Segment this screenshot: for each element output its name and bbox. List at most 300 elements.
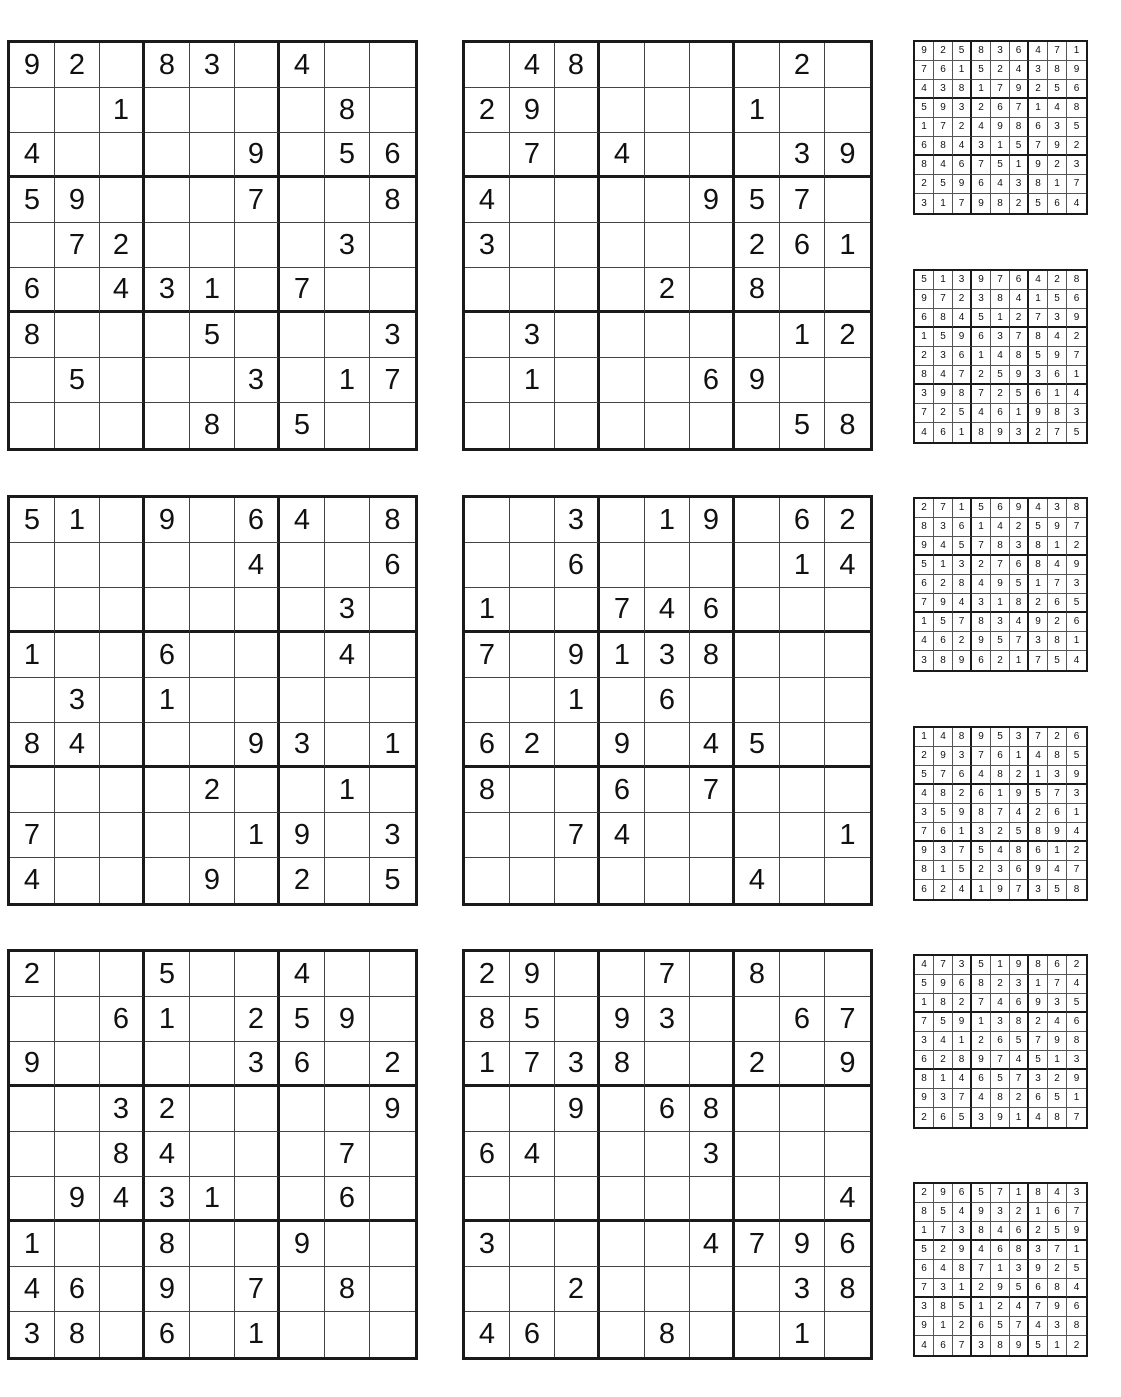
- solution-cell: 5: [991, 728, 1010, 747]
- solution-cell: 3: [1029, 1070, 1048, 1089]
- solution-cell: 3: [972, 1336, 991, 1355]
- solution-cell: 4: [1067, 385, 1086, 404]
- solution-cell: 7: [953, 1089, 972, 1108]
- sudoku-cell: 2: [190, 768, 235, 813]
- solution-cell: 5: [991, 1317, 1010, 1336]
- sudoku-cell: [145, 858, 190, 903]
- sudoku-cell: [510, 633, 555, 678]
- sudoku-cell: [100, 858, 145, 903]
- solution-cell: 4: [1073, 654, 1080, 666]
- sudoku-cell: 6: [325, 1177, 370, 1222]
- solution-cell: 7: [934, 118, 953, 137]
- solution-cell: 3: [972, 823, 991, 842]
- sudoku-cell: 4: [145, 1132, 190, 1177]
- solution-cell: 2: [972, 1032, 991, 1051]
- sudoku-cell: 2: [825, 313, 870, 358]
- solution-cell: 1: [915, 1222, 934, 1241]
- sudoku-cell: 6: [370, 133, 415, 178]
- sudoku-cell: 8: [190, 403, 235, 448]
- sudoku-cell: [10, 768, 55, 813]
- solution-cell: 9: [934, 747, 953, 766]
- sudoku-cell: [600, 543, 645, 588]
- solution-cell: 8: [1010, 842, 1029, 861]
- solution-cell: 1: [1010, 1108, 1029, 1127]
- solution-cell: 5: [972, 499, 991, 518]
- sudoku-cell: 9: [280, 813, 325, 858]
- solution-cell: 2: [915, 499, 934, 518]
- sudoku-cell: 4: [10, 133, 55, 178]
- sudoku-cell: 9: [825, 1042, 870, 1087]
- solution-cell: 7: [1048, 785, 1067, 804]
- solution-cell: 3: [934, 347, 953, 366]
- sudoku-cell: [465, 1087, 510, 1132]
- sudoku-cell: [145, 723, 190, 768]
- sudoku-cell: 4: [645, 588, 690, 633]
- solution-cell: 8: [972, 975, 991, 994]
- solution-cell: 8: [1029, 537, 1048, 556]
- sudoku-cell: 1: [190, 1177, 235, 1222]
- solution-cell: 5: [1029, 347, 1048, 366]
- solution-cell: 6: [915, 1260, 934, 1279]
- solution-cell: 8: [1073, 883, 1080, 895]
- sudoku-cell: 7: [555, 813, 600, 858]
- sudoku-cell: [280, 178, 325, 223]
- sudoku-cell: [145, 403, 190, 448]
- solution-cell: 5: [1067, 118, 1086, 137]
- solution-cell: 7: [1010, 1317, 1029, 1336]
- solution-cell: 2: [934, 404, 953, 423]
- solution-cell: 1: [1048, 175, 1067, 194]
- sudoku-cell: [735, 133, 780, 178]
- sudoku-cell: [735, 313, 780, 358]
- sudoku-cell: [555, 1132, 600, 1177]
- solution-cell: 5: [1029, 518, 1048, 537]
- sudoku-cell: [10, 997, 55, 1042]
- solution-cell: 7: [1029, 728, 1048, 747]
- solution-cell: 4: [1010, 1051, 1029, 1070]
- sudoku-cell: 4: [100, 268, 145, 313]
- solution-cell: 2: [934, 880, 953, 899]
- solution-cell: 6: [1067, 1013, 1086, 1032]
- solution-cell: 3: [934, 80, 953, 99]
- sudoku-cell: [645, 178, 690, 223]
- sudoku-cell: 7: [645, 952, 690, 997]
- sudoku-cell: [465, 678, 510, 723]
- sudoku-cell: [55, 813, 100, 858]
- sudoku-cell: [145, 813, 190, 858]
- sudoku-cell: 9: [510, 88, 555, 133]
- solution-cell: 4: [972, 404, 991, 423]
- solution-cell: 9: [1067, 61, 1086, 80]
- sudoku-cell: [235, 858, 280, 903]
- sudoku-cell: 7: [235, 1267, 280, 1312]
- sudoku-cell: 1: [510, 358, 555, 403]
- sudoku-cell: [280, 1132, 325, 1177]
- solution-cell: 1: [1029, 1203, 1048, 1222]
- sudoku-cell: [690, 88, 735, 133]
- solution-cell: 6: [1067, 290, 1086, 309]
- solution-cell: 5: [972, 1184, 991, 1203]
- solution-cell: 3: [953, 99, 972, 118]
- sudoku-cell: [100, 1042, 145, 1087]
- sudoku-cell: 6: [780, 498, 825, 543]
- solution-cell: 5: [1010, 1279, 1029, 1298]
- solution-cell: 2: [934, 42, 953, 61]
- solution-cell: 1: [991, 594, 1010, 613]
- sudoku-cell: [780, 1132, 825, 1177]
- solution-cell: 7: [934, 956, 953, 975]
- sudoku-cell: [735, 588, 780, 633]
- solution-cell: 6: [972, 328, 991, 347]
- solution-cell: 6: [1010, 861, 1029, 880]
- solution-cell: 1: [934, 194, 953, 213]
- sudoku-cell: [55, 952, 100, 997]
- sudoku-cell: [370, 268, 415, 313]
- solution-cell: 3: [1010, 423, 1029, 442]
- solution-cell: 3: [915, 385, 934, 404]
- solution-cell: 2: [1010, 1203, 1029, 1222]
- sudoku-cell: 3: [780, 1267, 825, 1312]
- sudoku-cell: 6: [645, 678, 690, 723]
- solution-cell: 3: [1029, 61, 1048, 80]
- sudoku-cell: [55, 1222, 100, 1267]
- sudoku-cell: [190, 358, 235, 403]
- solution-cell: 1: [1067, 42, 1086, 61]
- solution-cell: 3: [1067, 575, 1086, 594]
- solution-cell: 6: [1010, 1222, 1029, 1241]
- sudoku-cell: [465, 813, 510, 858]
- sudoku-cell: 7: [370, 358, 415, 403]
- solution-cell: 7: [1029, 651, 1048, 670]
- sudoku-cell: [100, 1267, 145, 1312]
- solution-cell: 2: [915, 1108, 934, 1127]
- solution-cell: 5: [953, 1298, 972, 1317]
- sudoku-cell: 2: [735, 1042, 780, 1087]
- sudoku-cell: [55, 1042, 100, 1087]
- sudoku-cell: [600, 268, 645, 313]
- solution-cell: 6: [972, 175, 991, 194]
- sudoku-cell: [555, 858, 600, 903]
- solution-cell: 3: [1029, 632, 1048, 651]
- sudoku-cell: 3: [55, 678, 100, 723]
- solution-cell: 4: [1048, 1013, 1067, 1032]
- sudoku-cell: [100, 403, 145, 448]
- sudoku-cell: [510, 858, 555, 903]
- solution-cell: 6: [1029, 385, 1048, 404]
- solution-cell: 3: [1067, 785, 1086, 804]
- solution-cell: 6: [991, 99, 1010, 118]
- solution-cell: 5: [972, 61, 991, 80]
- sudoku-cell: 8: [100, 1132, 145, 1177]
- solution-cell: 1: [1029, 99, 1048, 118]
- solution-cell: 4: [991, 842, 1010, 861]
- sudoku-cell: [825, 678, 870, 723]
- sudoku-cell: 2: [510, 723, 555, 768]
- sudoku-cell: 9: [370, 1087, 415, 1132]
- solution-cell: 6: [1048, 594, 1067, 613]
- sudoku-cell: 8: [465, 768, 510, 813]
- solution-cell: 1: [972, 80, 991, 99]
- sudoku-cell: [280, 1087, 325, 1132]
- sudoku-cell: [100, 813, 145, 858]
- sudoku-cell: [645, 1267, 690, 1312]
- solution-cell: 8: [934, 137, 953, 156]
- sudoku-cell: [325, 678, 370, 723]
- solution-cell: 4: [1010, 61, 1029, 80]
- sudoku-cell: [190, 498, 235, 543]
- solution-cell: 1: [953, 499, 972, 518]
- sudoku-cell: 4: [465, 1312, 510, 1357]
- sudoku-cell: [280, 543, 325, 588]
- sudoku-cell: 2: [555, 1267, 600, 1312]
- solution-cell: 6: [1029, 1089, 1048, 1108]
- solution-cell: 8: [1010, 347, 1029, 366]
- solution-cell: 4: [972, 766, 991, 785]
- solution-cell: 8: [991, 537, 1010, 556]
- solution-cell: 9: [972, 1051, 991, 1070]
- solution-cell: 1: [1010, 404, 1029, 423]
- solution-cell: 9: [1029, 994, 1048, 1013]
- sudoku-cell: [235, 678, 280, 723]
- solution-cell: 8: [1029, 328, 1048, 347]
- solution-cell: 8: [1048, 747, 1067, 766]
- solution-cell: 8: [972, 42, 991, 61]
- solution-cell: 9: [1067, 1222, 1086, 1241]
- sudoku-cell: 3: [325, 588, 370, 633]
- solution-cell: 9: [991, 118, 1010, 137]
- sudoku-cell: [645, 358, 690, 403]
- solution-cell: 7: [934, 766, 953, 785]
- solution-cell: 8: [991, 766, 1010, 785]
- sudoku-cell: [280, 1177, 325, 1222]
- sudoku-cell: [735, 403, 780, 448]
- solution-cell: 2: [915, 175, 934, 194]
- sudoku-cell: [55, 1132, 100, 1177]
- solution-cell: 6: [972, 1070, 991, 1089]
- solution-cell: 2: [1067, 328, 1086, 347]
- solution-cell: 1: [934, 1317, 953, 1336]
- solution-cell: 3: [1029, 366, 1048, 385]
- sudoku-cell: [190, 543, 235, 588]
- solution-cell: 3: [1048, 499, 1067, 518]
- sudoku-cell: 1: [145, 678, 190, 723]
- sudoku-cell: [10, 1177, 55, 1222]
- sudoku-cell: [690, 133, 735, 178]
- solution-cell: 2: [1010, 194, 1029, 213]
- solution-cell: 7: [972, 156, 991, 175]
- sudoku-cell: [645, 88, 690, 133]
- sudoku-cell: 4: [100, 1177, 145, 1222]
- solution-cell: 4: [953, 880, 972, 899]
- sudoku-cell: 9: [690, 178, 735, 223]
- solution-cell: 7: [934, 1222, 953, 1241]
- sudoku-cell: 1: [325, 768, 370, 813]
- sudoku-cell: 5: [780, 403, 825, 448]
- solution-cell: 5: [915, 271, 934, 290]
- solution-cell: 7: [991, 1184, 1010, 1203]
- sudoku-cell: [690, 813, 735, 858]
- sudoku-cell: 6: [10, 268, 55, 313]
- sudoku-cell: 8: [145, 1222, 190, 1267]
- sudoku-cell: [280, 1267, 325, 1312]
- sudoku-cell: 8: [555, 43, 600, 88]
- sudoku-cell: [325, 723, 370, 768]
- sudoku-cell: [510, 768, 555, 813]
- sudoku-cell: [600, 678, 645, 723]
- solution-cell: 1: [953, 61, 972, 80]
- solution-cell: 5: [1029, 194, 1048, 213]
- solution-cell: 3: [991, 1203, 1010, 1222]
- solution-cell: 7: [972, 385, 991, 404]
- sudoku-cell: [555, 723, 600, 768]
- sudoku-cell: [510, 268, 555, 313]
- solution-cell: 5: [1048, 1089, 1067, 1108]
- sudoku-cell: 8: [825, 1267, 870, 1312]
- sudoku-cell: [555, 997, 600, 1042]
- solution-cell: 1: [1010, 1184, 1029, 1203]
- sudoku-cell: [55, 633, 100, 678]
- solution-cell: 4: [953, 137, 972, 156]
- sudoku-cell: [55, 88, 100, 133]
- sudoku-cell: 4: [825, 1177, 870, 1222]
- sudoku-cell: 1: [825, 223, 870, 268]
- sudoku-cell: [325, 543, 370, 588]
- solution-cell: 6: [915, 880, 934, 899]
- solution-cell: 5: [953, 1108, 972, 1127]
- solution-cell: 7: [1010, 632, 1029, 651]
- solution-cell: 2: [1067, 842, 1086, 861]
- solution-cell: 3: [915, 1298, 934, 1317]
- sudoku-cell: 9: [10, 1042, 55, 1087]
- solution-cell: 7: [915, 61, 934, 80]
- solution-cell: 6: [1010, 271, 1029, 290]
- sudoku-cell: 4: [600, 133, 645, 178]
- solution-cell: 2: [915, 347, 934, 366]
- solution-cell: 7: [953, 1336, 972, 1355]
- sudoku-cell: [645, 813, 690, 858]
- solution-cell: 7: [1067, 1203, 1086, 1222]
- solution-cell: 2: [1073, 1339, 1080, 1351]
- sudoku-cell: 3: [465, 1222, 510, 1267]
- solution-cell: 4: [991, 347, 1010, 366]
- sudoku-cell: [190, 1042, 235, 1087]
- sudoku-cell: [235, 1132, 280, 1177]
- sudoku-cell: [55, 768, 100, 813]
- solution-cell: 2: [991, 975, 1010, 994]
- solution-cell: 4: [1010, 613, 1029, 632]
- sudoku-cell: [645, 858, 690, 903]
- solution-cell: 9: [953, 1013, 972, 1032]
- sudoku-cell: [780, 768, 825, 813]
- solution-cell: 8: [934, 785, 953, 804]
- solution-cell: 6: [1067, 728, 1086, 747]
- sudoku-cell: [600, 313, 645, 358]
- sudoku-cell: [690, 543, 735, 588]
- sudoku-cell: [190, 723, 235, 768]
- solution-cell: 2: [1029, 80, 1048, 99]
- sudoku-cell: [465, 268, 510, 313]
- solution-cell: 5: [1010, 823, 1029, 842]
- sudoku-cell: [645, 1222, 690, 1267]
- solution-cell: 1: [1048, 537, 1067, 556]
- sudoku-cell: 8: [370, 178, 415, 223]
- solution-cell: 5: [1010, 575, 1029, 594]
- solution-cell: 3: [1010, 975, 1029, 994]
- solution-cell: 7: [934, 499, 953, 518]
- sudoku-cell: 3: [235, 358, 280, 403]
- sudoku-cell: [825, 43, 870, 88]
- sudoku-cell: [55, 1087, 100, 1132]
- sudoku-cell: [370, 1312, 415, 1357]
- solution-cell: 7: [915, 1013, 934, 1032]
- sudoku-cell: [825, 268, 870, 313]
- solution-cell: 6: [972, 785, 991, 804]
- solution-cell: 3: [1010, 728, 1029, 747]
- sudoku-cell: [690, 678, 735, 723]
- sudoku-cell: 3: [645, 633, 690, 678]
- sudoku-cell: [510, 178, 555, 223]
- solution-cell: 6: [991, 747, 1010, 766]
- sudoku-cell: 8: [325, 1267, 370, 1312]
- sudoku-cell: 6: [465, 723, 510, 768]
- sudoku-cell: [600, 1222, 645, 1267]
- sudoku-cell: 9: [325, 997, 370, 1042]
- sudoku-cell: [100, 633, 145, 678]
- sudoku-cell: [690, 403, 735, 448]
- sudoku-cell: [370, 403, 415, 448]
- solution-cell: 3: [1010, 1260, 1029, 1279]
- sudoku-cell: [555, 223, 600, 268]
- sudoku-cell: 3: [370, 313, 415, 358]
- sudoku-cell: [145, 313, 190, 358]
- solution-cell: 5: [1067, 1260, 1086, 1279]
- sudoku-cell: 1: [645, 498, 690, 543]
- solution-cell: 5: [934, 613, 953, 632]
- sudoku-cell: 8: [600, 1042, 645, 1087]
- solution-cell: 3: [1067, 156, 1086, 175]
- sudoku-puzzle-4: [462, 495, 873, 906]
- sudoku-cell: 6: [645, 1087, 690, 1132]
- solution-cell: 3: [1048, 766, 1067, 785]
- sudoku-cell: [235, 43, 280, 88]
- solution-cell: 2: [991, 1298, 1010, 1317]
- solution-cell: 5: [1010, 137, 1029, 156]
- sudoku-cell: 6: [280, 1042, 325, 1087]
- solution-cell: 2: [1067, 537, 1086, 556]
- sudoku-puzzle-6: [462, 949, 873, 1360]
- solution-cell: 6: [1067, 1298, 1086, 1317]
- solution-cell: 9: [1067, 556, 1086, 575]
- solution-cell: 2: [1048, 1260, 1067, 1279]
- solution-cell: 5: [1067, 994, 1086, 1013]
- solution-cell: 7: [1067, 175, 1086, 194]
- solution-cell: 5: [972, 309, 991, 328]
- sudoku-cell: [370, 1267, 415, 1312]
- solution-cell: 9: [1010, 956, 1029, 975]
- sudoku-cell: 7: [10, 813, 55, 858]
- solution-cell: 4: [934, 537, 953, 556]
- sudoku-cell: [645, 403, 690, 448]
- solution-cell: 9: [1010, 1336, 1029, 1355]
- sudoku-cell: 7: [280, 268, 325, 313]
- sudoku-cell: [100, 768, 145, 813]
- sudoku-cell: 2: [780, 43, 825, 88]
- sudoku-cell: [600, 498, 645, 543]
- sudoku-cell: 6: [825, 1222, 870, 1267]
- solution-cell: 9: [915, 842, 934, 861]
- sudoku-cell: [510, 1222, 555, 1267]
- solution-cell: 5: [915, 556, 934, 575]
